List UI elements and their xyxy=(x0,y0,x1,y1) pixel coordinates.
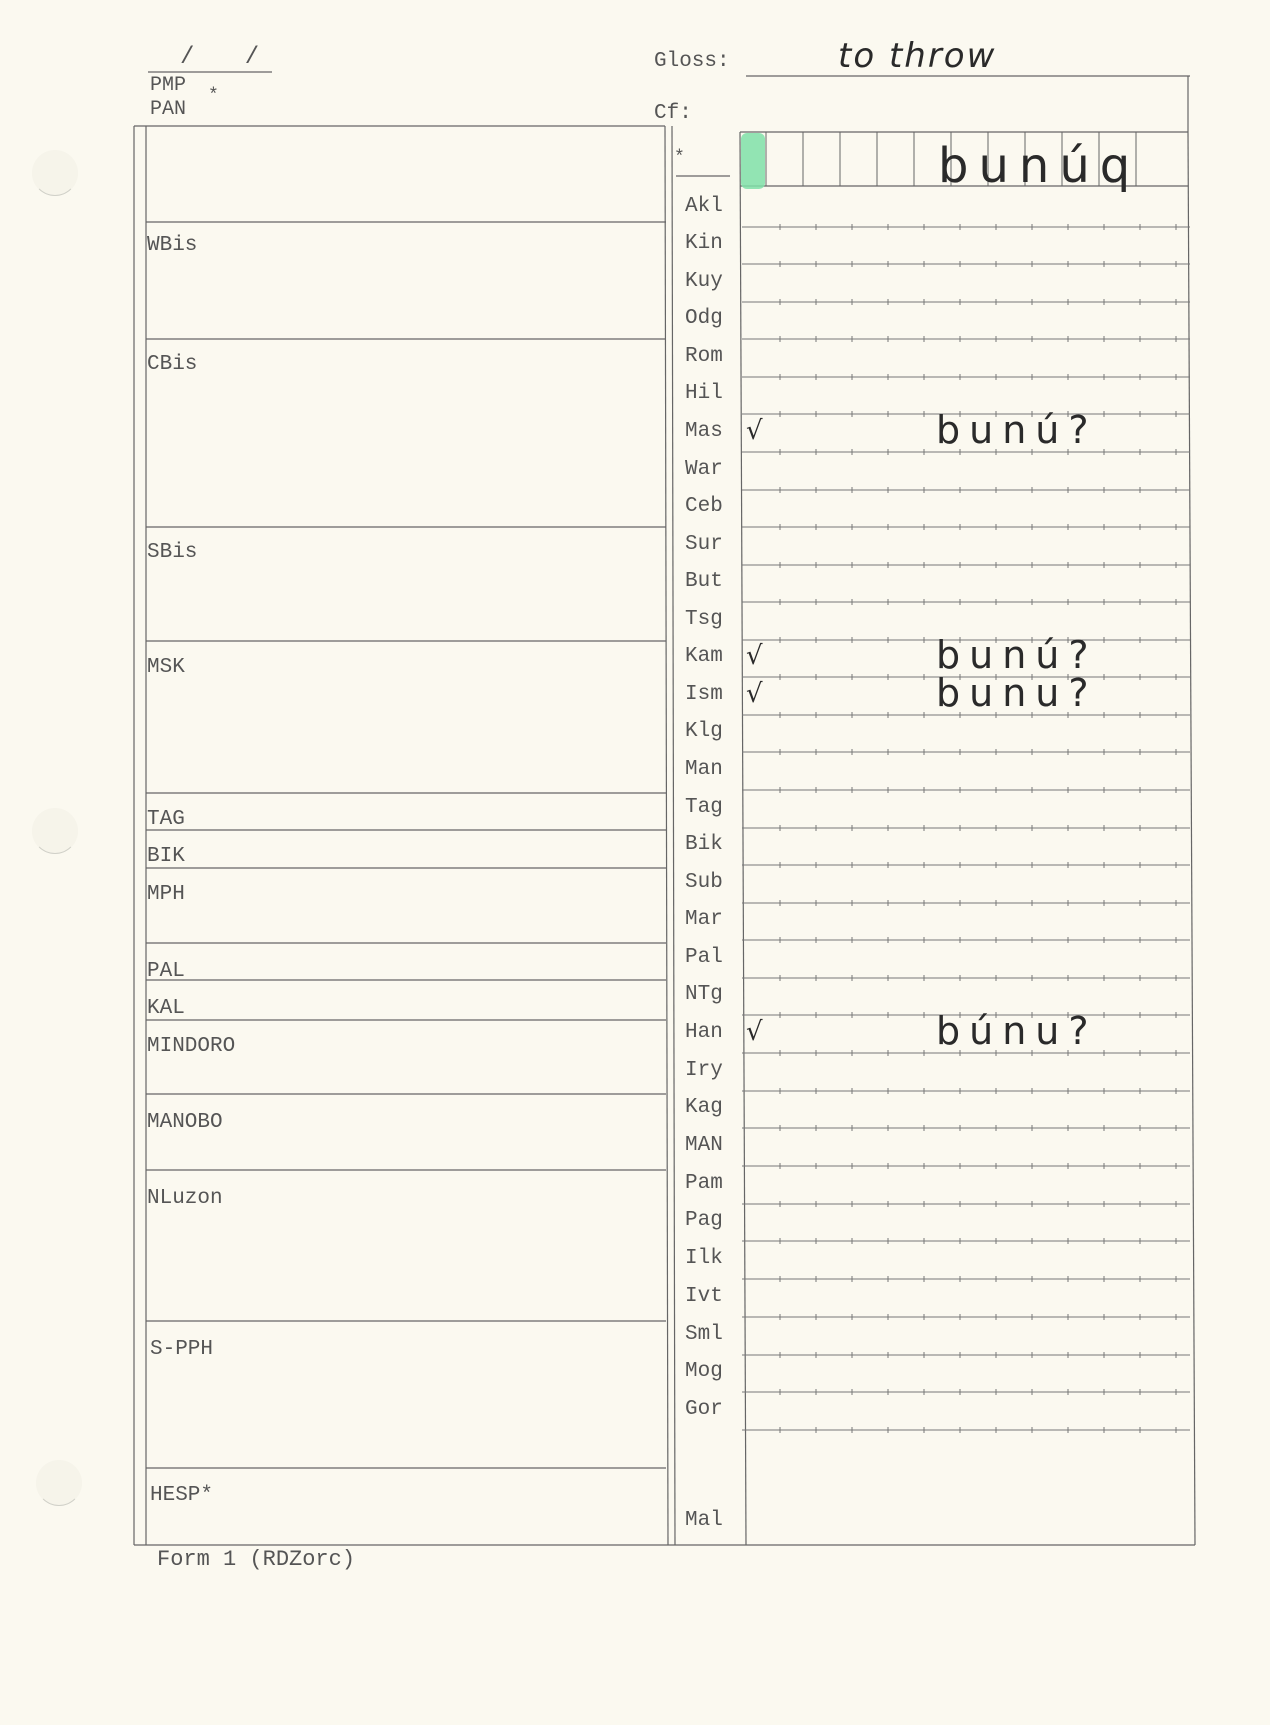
lang-label-sur: Sur xyxy=(685,533,723,556)
group-label-cbis: CBis xyxy=(147,353,198,376)
lang-label-tsg: Tsg xyxy=(685,608,723,631)
pan-label: PAN xyxy=(150,98,187,121)
check-mark-mas: √ xyxy=(746,416,769,446)
check-mark-han: √ xyxy=(746,1017,769,1047)
lang-label-iry: Iry xyxy=(685,1059,723,1082)
lang-label-ivt: Ivt xyxy=(685,1285,723,1308)
group-label-wbis: WBis xyxy=(147,234,198,257)
lang-label-sml: Sml xyxy=(685,1323,723,1346)
group-label-s-pph: S-PPH xyxy=(150,1338,214,1361)
group-label-kal: KAL xyxy=(147,997,185,1020)
lang-label-mog: Mog xyxy=(685,1360,723,1383)
lang-label-man: MAN xyxy=(685,1134,723,1157)
group-label-mindoro: MINDORO xyxy=(147,1035,236,1058)
lang-label-mar: Mar xyxy=(685,908,723,931)
form-footer: Form 1 (RDZorc) xyxy=(157,1547,356,1572)
lang-label-war: War xyxy=(685,458,723,481)
lang-label-but: But xyxy=(685,570,723,593)
group-label-pal: PAL xyxy=(147,960,185,983)
lang-label-pal: Pal xyxy=(685,946,723,969)
reflex-form-han[interactable]: búnu? xyxy=(936,1009,1098,1053)
group-label-hesp: HESP* xyxy=(150,1484,214,1507)
lang-label-rom: Rom xyxy=(685,345,723,368)
lang-label-gor: Gor xyxy=(685,1398,723,1421)
lang-label-akl: Akl xyxy=(685,195,723,218)
lang-label-odg: Odg xyxy=(685,307,723,330)
lang-label-hil: Hil xyxy=(685,382,723,405)
lang-label-tag: Tag xyxy=(685,796,723,819)
lang-label-mas: Mas xyxy=(685,420,723,443)
lang-label-sub: Sub xyxy=(685,871,723,894)
lang-label-ilk: Ilk xyxy=(685,1247,723,1270)
proto-form[interactable]: bunúq xyxy=(938,138,1141,194)
lang-label-kuy: Kuy xyxy=(685,270,723,293)
lang-label-mal: Mal xyxy=(685,1509,723,1532)
lang-label-han: Han xyxy=(685,1021,723,1044)
check-mark-kam: √ xyxy=(746,641,769,671)
proto-star: * xyxy=(674,148,685,168)
lang-label-ntg: NTg xyxy=(685,983,723,1006)
gloss-value[interactable]: to throw xyxy=(838,36,997,76)
lang-label-pam: Pam xyxy=(685,1172,723,1195)
reflex-form-mas[interactable]: bunú? xyxy=(936,408,1098,452)
reflex-form-kam[interactable]: bunú? xyxy=(936,633,1098,677)
group-label-mph: MPH xyxy=(147,883,185,906)
group-label-tag: TAG xyxy=(147,808,185,831)
reflex-form-ism[interactable]: bunu? xyxy=(936,671,1098,715)
lang-label-ism: Ism xyxy=(685,683,723,706)
lang-label-kam: Kam xyxy=(685,645,723,668)
lang-label-ceb: Ceb xyxy=(685,495,723,518)
pmp-label: PMP xyxy=(150,74,187,97)
lang-label-kin: Kin xyxy=(685,232,723,255)
lang-label-man: Man xyxy=(685,758,723,781)
lang-label-klg: Klg xyxy=(685,720,723,743)
group-label-manobo: MANOBO xyxy=(147,1111,223,1134)
date-marks: / / xyxy=(180,44,278,71)
pmp-star: * xyxy=(208,86,219,106)
group-label-nluzon: NLuzon xyxy=(147,1187,223,1210)
gloss-label: Gloss: xyxy=(654,50,730,73)
group-label-sbis: SBis xyxy=(147,541,198,564)
cf-label: Cf: xyxy=(654,102,692,125)
check-mark-ism: √ xyxy=(746,679,769,709)
group-label-msk: MSK xyxy=(147,656,185,679)
highlight-mark xyxy=(741,133,765,189)
lang-label-bik: Bik xyxy=(685,833,723,856)
group-label-bik: BIK xyxy=(147,845,185,868)
lang-label-kag: Kag xyxy=(685,1096,723,1119)
lang-label-pag: Pag xyxy=(685,1209,723,1232)
